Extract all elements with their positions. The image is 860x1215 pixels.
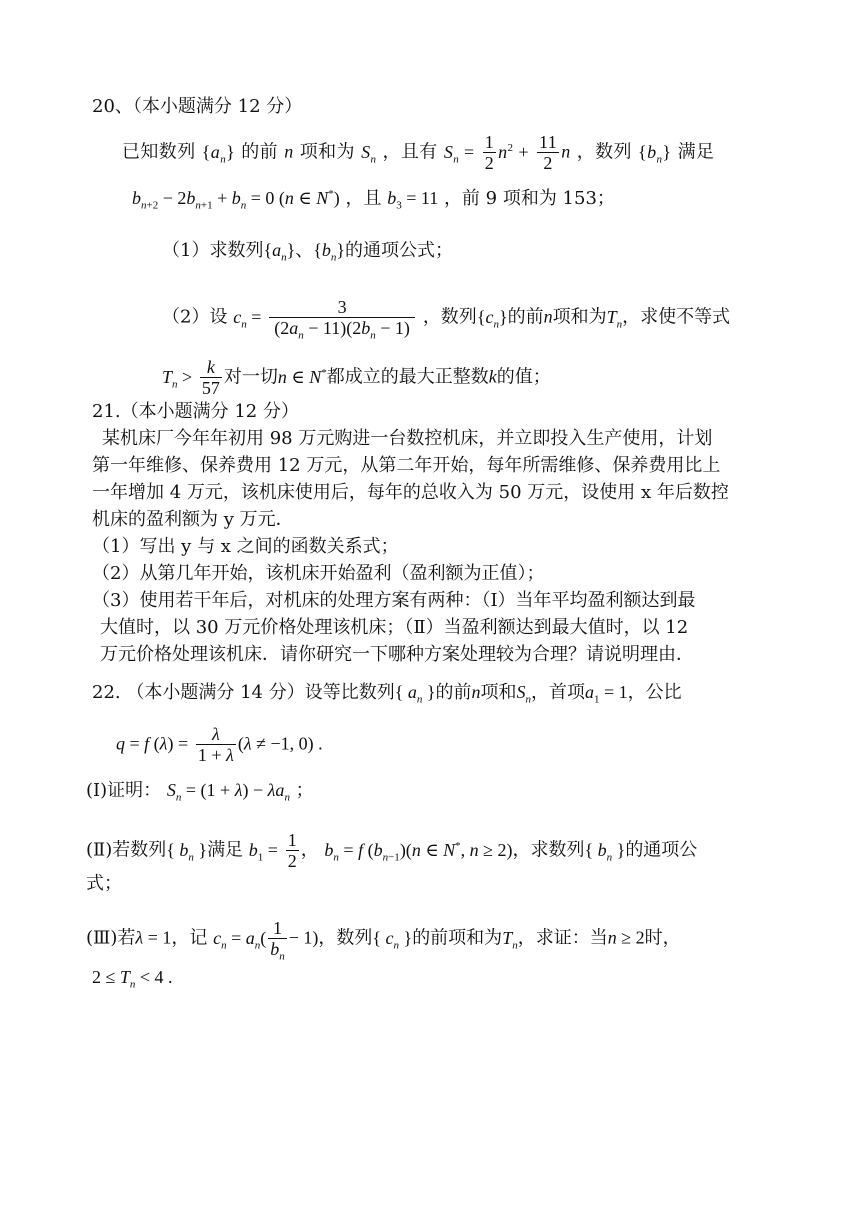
q22-part2-cont: 式； <box>86 873 122 894</box>
q21-line: 机床的盈利额为 y 万元． <box>92 509 294 530</box>
q21-line: （2）从第几年开始，该机床开始盈利（盈利额为正值）； <box>92 563 545 584</box>
q20-line1: 已知数列 $\{a_n\}$ 的前 n 项和为 $S_n$ ，且有 $S_n$ = $\frac{1}{2}$ $n^2$ + $\frac{11}{2}$ n ，数列 $\{b_n\}$ 满足 <box>122 132 715 173</box>
q22-line1: 22. （本小题满分 14 分）设等比数列{ $a_n$ }的前n项和$S_n$，首项$a_1 = 1$，公比 <box>92 682 682 706</box>
q22-part1: (Ⅰ)证明： $S_n = (1 + \lambda) - \lambda a_n$ ； <box>86 780 314 804</box>
q22-ratio-formula: q = f (λ) = $\frac{\lambda}{1 + \lambda}$ (λ ≠ −1, 0) . <box>116 724 323 765</box>
q21-line: 大值时，以 30 万元价格处理该机床；（Ⅱ）当盈利额达到最大值时，以 12 <box>100 617 689 638</box>
q21-line: 某机床厂今年年初用 98 万元购进一台数控机床，并立即投入生产使用，计划 <box>102 428 713 449</box>
q20-part2-cont: $T_n$ > $\frac{k}{57}$ 对一切n ∈ N*都成立的最大正整数k的值； <box>162 357 551 398</box>
q21-line: （1）写出 y 与 x 之间的函数关系式； <box>92 536 399 557</box>
q21-line: 第一年维修、保养费用 12 万元，从第二年开始，每年所需维修、保养费用比上 <box>92 455 721 476</box>
q20-part2: （2）设 $c_n$ = $\frac{3}{(2a_n - 11)(2b_n - 1)}$ ，数列$\{c_n\}$的前n项和为$T_n$，求使不等式 <box>162 297 731 342</box>
q20-heading: 20、（本小题满分 12 分） <box>92 96 303 117</box>
q22-part3-cont: $2 \le T_n < 4$ . <box>92 967 173 991</box>
q22-part3: (Ⅲ)若λ = 1，记 $c_n = a_n$( $\frac{1}{b_n}$ − 1)，数列{ $c_n$ }的前项和为$T_n$，求证：当n ≥ 2时， <box>86 918 681 963</box>
q21-line: 万元价格处理该机床．请你研究一下哪种方案处理较为合理？请说明理由． <box>100 644 694 665</box>
q20-line2: $b_{n+2} - 2b_{n+1} + b_n = 0$ (n ∈ N*) ，且 $b_3 = 11$ ，前 9 项和为 153； <box>132 188 615 212</box>
q20-part1: （1）求数列$\{a_n\}$、$\{b_n\}$的通项公式； <box>162 240 454 264</box>
q21-heading: 21.（本小题满分 12 分） <box>92 401 299 422</box>
q21-line: 一年增加 4 万元，该机床使用后，每年的总收入为 50 万元，设使用 x 年后数控 <box>92 482 729 503</box>
q21-line: （3）使用若干年后，对机床的处理方案有两种：（Ⅰ）当年平均盈利额达到最 <box>92 590 696 611</box>
q22-part2: (Ⅱ)若数列{ $b_n$ }满足 $b_1$ = $\frac{1}{2}$ ， $b_n = f$ $(b_{n-1})(n$ ∈ N*, n ≥ 2)，求数列{ $b_n$ }的通项公 <box>86 830 698 871</box>
